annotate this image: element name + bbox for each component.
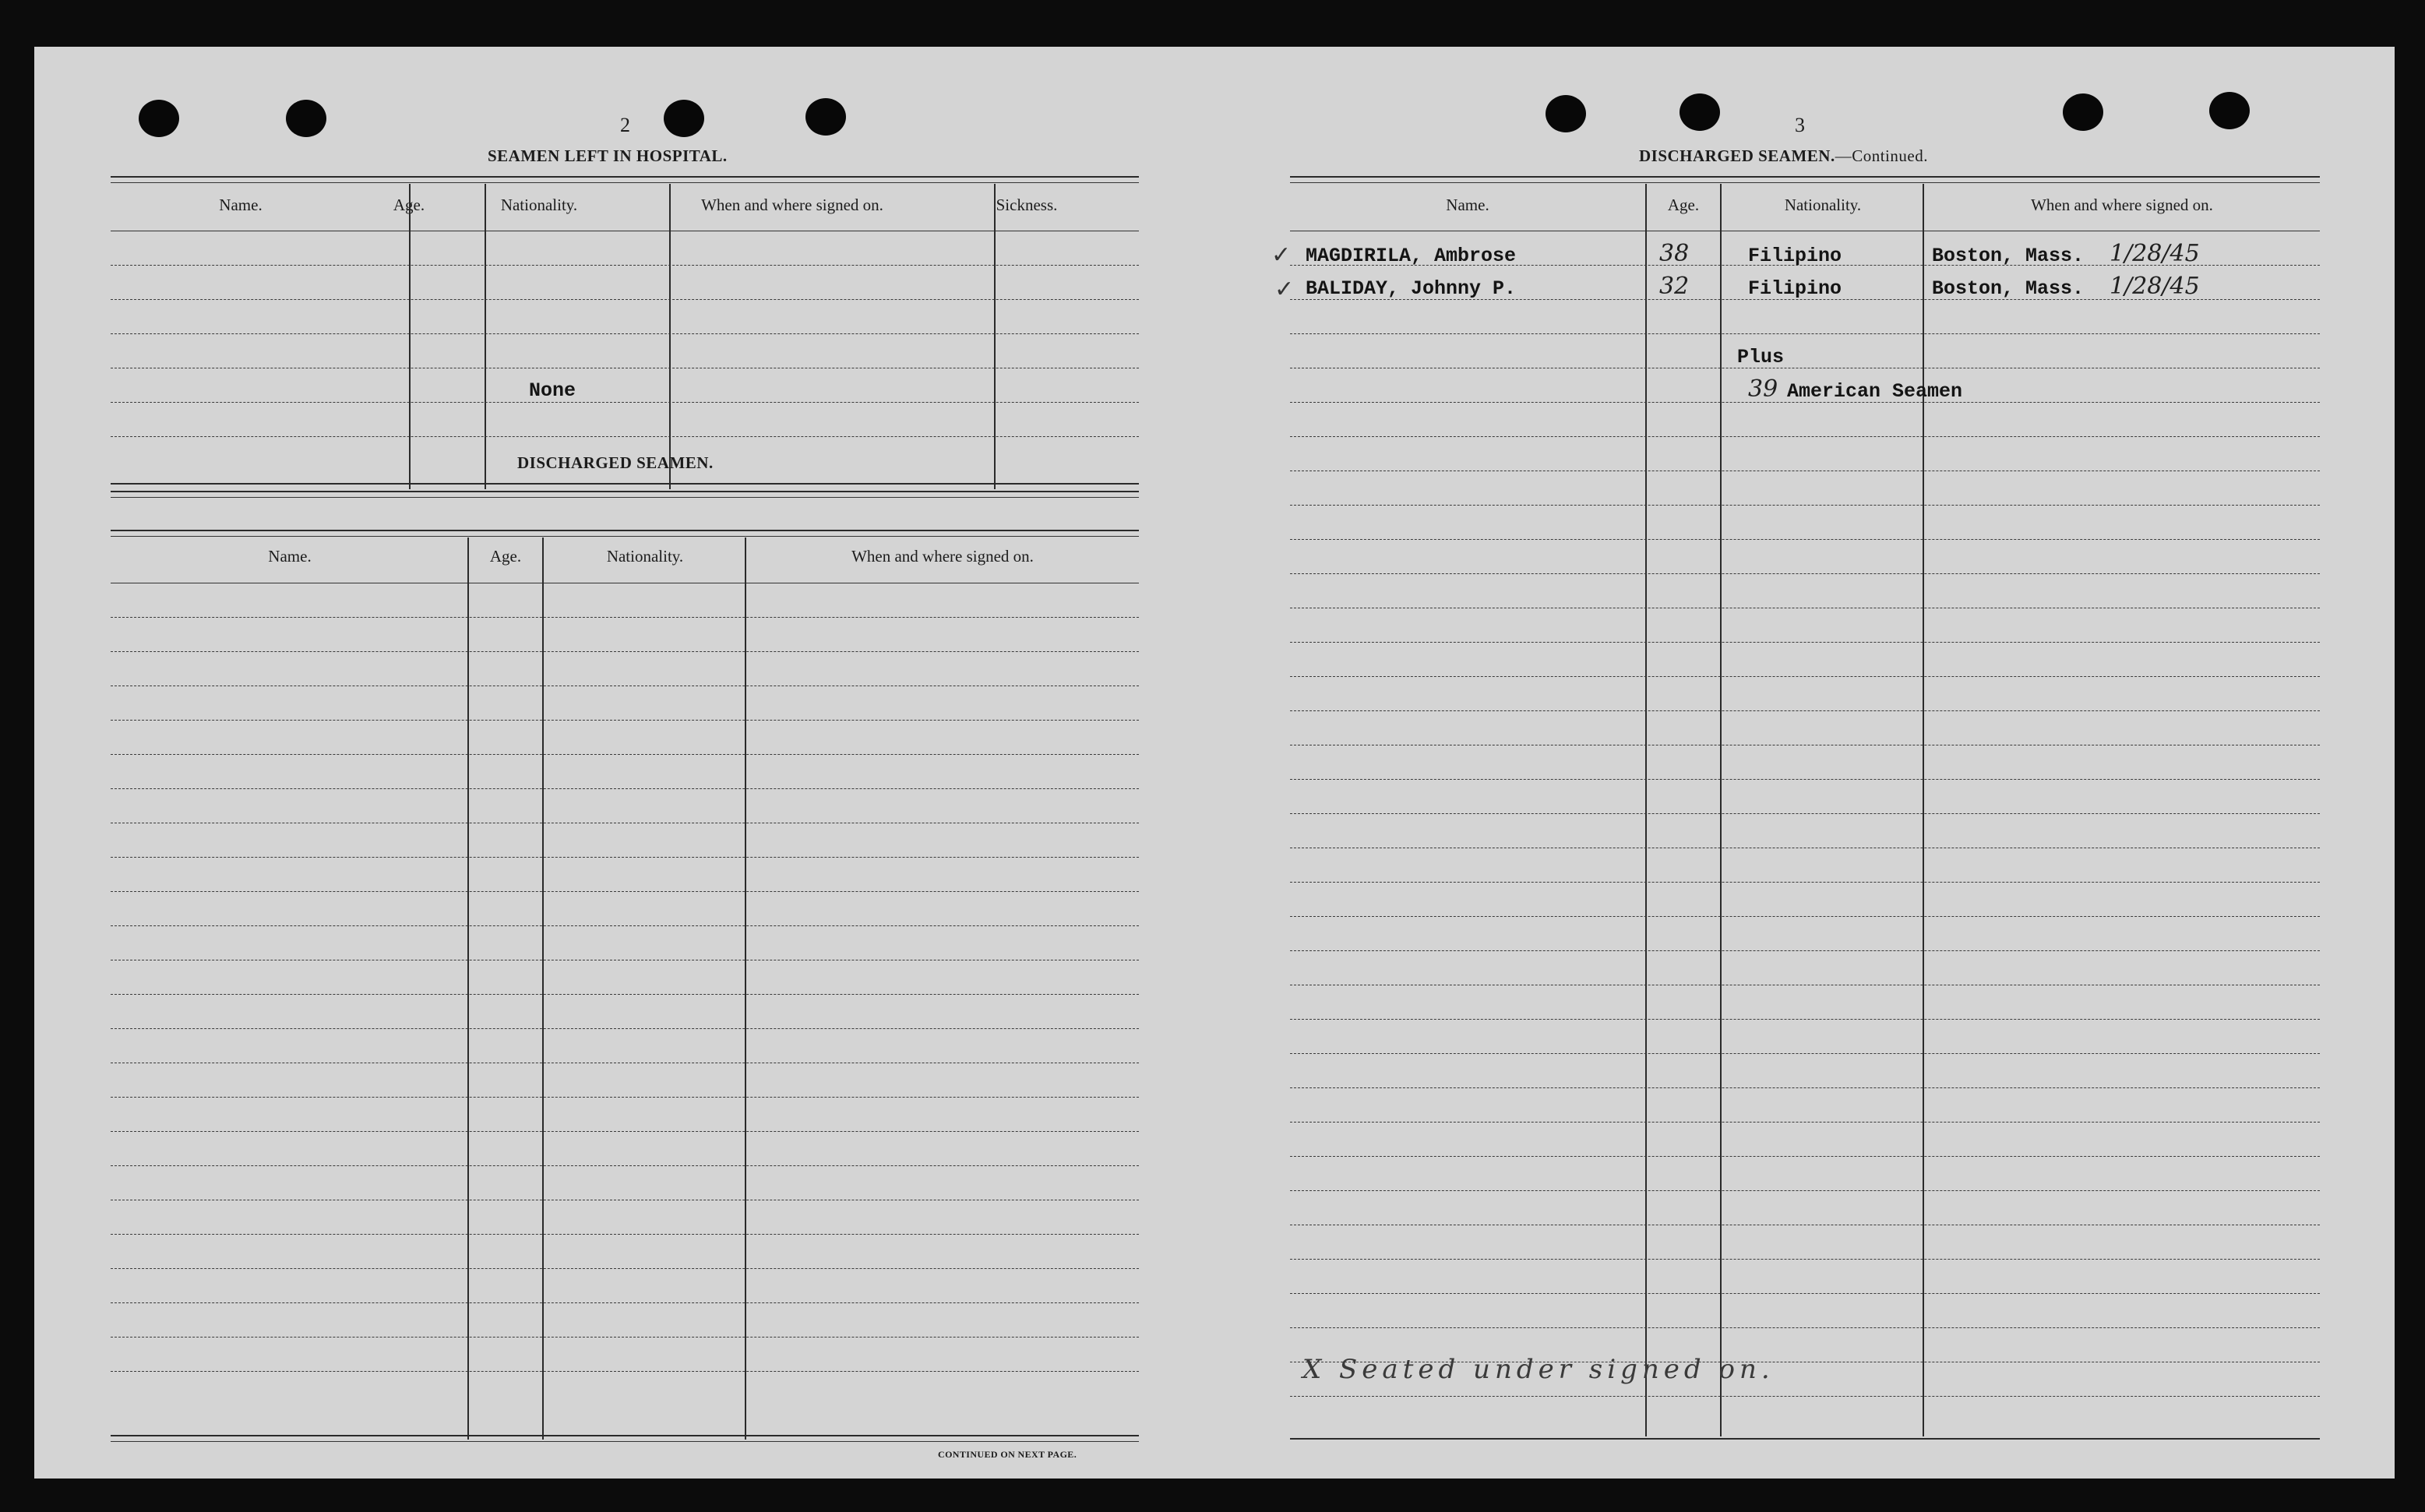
row-rule [1290,505,2320,506]
hospital-none-entry: None [529,379,576,402]
rule [111,491,1139,492]
hospital-col-age: Age. [393,196,425,214]
row-rule [111,651,1139,652]
discharged-col-name: Name. [268,547,312,566]
row-rule [1290,1122,2320,1123]
column-divider [409,184,411,489]
row-rule [111,754,1139,755]
table-row-date: 1/28/45 [2110,240,2200,267]
row-rule [111,265,1139,266]
row-rule [1290,1053,2320,1054]
row-rule [111,299,1139,300]
row-rule [111,1268,1139,1269]
row-rule [1290,1293,2320,1294]
row-rule [111,1371,1139,1372]
table-row-name: BALIDAY, Johnny P. [1306,277,1517,300]
row-rule [1290,779,2320,780]
punch-hole [805,98,846,136]
column-divider [669,184,671,489]
rule [111,1435,1139,1436]
manifest-sheet [34,47,2395,1479]
table-row-date: 1/28/45 [2110,273,2200,300]
hospital-col-signed-on: When and where signed on. [701,196,883,214]
rule [111,1441,1139,1442]
row-rule [1290,573,2320,574]
row-rule [111,1234,1139,1235]
row-rule [1290,1087,2320,1088]
row-rule [1290,1259,2320,1260]
row-rule [1290,1396,2320,1397]
right-col-age: Age. [1667,196,1700,214]
plus-count: 39 [1748,375,1778,403]
row-rule [111,994,1139,995]
punch-hole [664,100,704,137]
table-row-place: Boston, Mass. [1932,277,2085,300]
row-rule [111,1131,1139,1132]
discharged-col-age: Age. [489,547,522,566]
rule [1290,182,2320,183]
column-divider [485,184,486,489]
plus-text: American Seamen [1787,380,1963,403]
right-title-suffix: —Continued. [1835,146,1928,165]
discharged-col-nationality: Nationality. [606,547,684,566]
row-rule [111,891,1139,892]
punch-hole [2063,93,2103,131]
row-rule [111,402,1139,403]
row-rule [111,720,1139,721]
punch-hole [286,100,326,137]
row-rule [1290,1190,2320,1191]
row-rule [1290,710,2320,711]
rule [111,530,1139,531]
table-row-age: 38 [1659,240,1690,267]
rule [1290,176,2320,178]
row-rule [111,857,1139,858]
row-rule [1290,813,2320,814]
rule [111,176,1139,178]
column-divider [1645,184,1647,1436]
rule [111,497,1139,498]
rule [111,536,1139,537]
row-rule [111,1302,1139,1303]
punch-hole [139,100,179,137]
hospital-col-name: Name. [219,196,263,214]
column-divider [1923,184,1924,1436]
right-page-number: 3 [1795,114,1805,136]
row-rule [111,1165,1139,1166]
punch-hole [1680,93,1720,131]
row-rule [111,925,1139,926]
check-mark-icon: ✓ [1271,241,1292,269]
row-rule [111,436,1139,437]
rule [111,483,1139,485]
row-rule [111,617,1139,618]
right-col-name: Name. [1446,196,1489,214]
row-rule [111,1097,1139,1098]
plus-label: Plus [1737,346,1785,368]
discharged-col-signed-on: When and where signed on. [851,547,1034,566]
row-rule [1290,333,2320,334]
right-col-signed-on: When and where signed on. [2031,196,2213,214]
hospital-col-sickness: Sickness. [996,196,1058,214]
row-rule [1290,882,2320,883]
column-divider [467,537,469,1440]
hospital-section-title: SEAMEN LEFT IN HOSPITAL. [488,146,728,165]
row-rule [1290,539,2320,540]
handwritten-note: X Seated under signed on. [1302,1354,1775,1385]
row-rule [1290,1156,2320,1157]
row-rule [1290,1327,2320,1328]
table-row-nationality: Filipino [1748,277,1842,300]
discharged-section-title: DISCHARGED SEAMEN. [517,453,714,472]
rule [111,182,1139,183]
table-row-name: MAGDIRILA, Ambrose [1306,245,1517,267]
right-title-main: DISCHARGED SEAMEN. [1639,146,1835,165]
row-rule [1290,436,2320,437]
continued-note: CONTINUED ON NEXT PAGE. [938,1449,1077,1460]
row-rule [111,333,1139,334]
row-rule [1290,916,2320,917]
row-rule [1290,642,2320,643]
right-col-nationality: Nationality. [1784,196,1862,214]
column-divider [1720,184,1722,1436]
table-row-nationality: Filipino [1748,245,1842,267]
table-row-age: 32 [1659,273,1690,300]
column-divider [745,537,746,1440]
rule [1290,1438,2320,1440]
row-rule [111,1337,1139,1338]
check-mark-icon: ✓ [1274,276,1295,303]
table-row-place: Boston, Mass. [1932,245,2085,267]
row-rule [111,788,1139,789]
row-rule [111,1028,1139,1029]
row-rule [1290,950,2320,951]
column-divider [994,184,996,489]
punch-hole [2209,92,2250,129]
left-page-number: 2 [620,114,630,136]
column-divider [542,537,544,1440]
right-section-title [1639,146,1928,166]
row-rule [1290,676,2320,677]
hospital-col-nationality: Nationality. [500,196,578,214]
row-rule [1290,1019,2320,1020]
punch-hole [1546,95,1586,132]
